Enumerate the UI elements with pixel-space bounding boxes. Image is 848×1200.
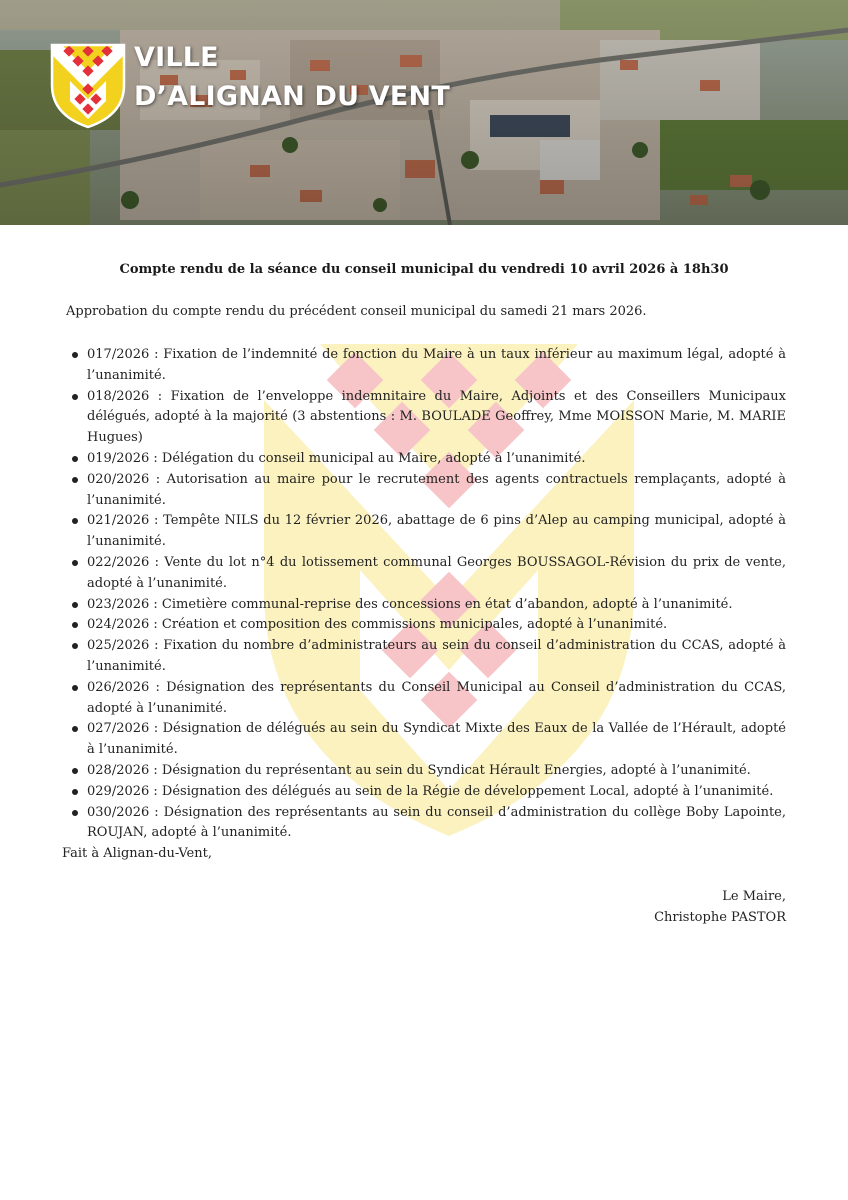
list-item: 020/2026 : Autorisation au maire pour le recrutement des agents contractuels remplaçants, adopté à l’unanimité. <box>62 470 786 512</box>
list-item: 025/2026 : Fixation du nombre d’administrateurs au sein du conseil d’administration du CCAS, adopté à l’unanimité. <box>62 636 786 678</box>
signature-block <box>654 886 786 928</box>
document-title: Compte rendu de la séance du conseil municipal du vendredi 10 avril 2026 à 18h30 <box>119 262 729 277</box>
list-item: 017/2026 : Fixation de l’indemnité de fonction du Maire à un taux inférieur au maximum légal, adopté à l’unanimité. <box>62 345 786 387</box>
list-item: 030/2026 : Désignation des représentants au sein du conseil d’administration du collège Boby Lapointe, ROUJAN, adopté à l’unanimité. <box>62 803 786 845</box>
signature-name: Christophe PASTOR <box>654 910 786 925</box>
list-item: 021/2026 : Tempête NILS du 12 février 2026, abattage de 6 pins d’Alep au camping municipal, adopté à l’unanimité. <box>62 511 786 553</box>
list-item: 027/2026 : Désignation de délégués au sein du Syndicat Mixte des Eaux de la Vallée de l’Hérault, adopté à l’unanimité. <box>62 719 786 761</box>
list-item: 022/2026 : Vente du lot n°4 du lotissement communal Georges BOUSSAGOL-Révision du prix de vente, adopté à l’unanimité. <box>62 553 786 595</box>
list-item: 024/2026 : Création et composition des commissions municipales, adopté à l’unanimité. <box>62 615 786 636</box>
list-item: 029/2026 : Désignation des délégués au sein de la Régie de développement Local, adopté à l’unanimité. <box>62 782 786 803</box>
approval-statement: Approbation du compte rendu du précédent conseil municipal du samedi 21 mars 2026. <box>66 304 647 319</box>
city-name-line1: VILLE <box>134 42 219 73</box>
signature-role: Le Maire, <box>722 889 786 904</box>
list-item: 026/2026 : Désignation des représentants du Conseil Municipal au Conseil d’administration du CCAS, adopté à l’unanimité. <box>62 678 786 720</box>
deliberation-list <box>62 345 786 844</box>
list-item: 018/2026 : Fixation de l’enveloppe indemnitaire du Maire, Adjoints et des Conseillers Municipaux délégués, adopté à la majorité (3 abstentions : M. BOULADE Geoffrey, Mme MOISSON Marie, M. MARIE Hugues) <box>62 387 786 449</box>
place-of-signature: Fait à Alignan-du-Vent, <box>62 846 212 861</box>
list-item: 019/2026 : Délégation du conseil municipal au Maire, adopté à l’unanimité. <box>62 449 786 470</box>
city-name-line2: D’ALIGNAN DU VENT <box>134 81 450 112</box>
list-item: 028/2026 : Désignation du représentant au sein du Syndicat Hérault Energies, adopté à l’unanimité. <box>62 761 786 782</box>
list-item: 023/2026 : Cimetière communal-reprise des concessions en état d’abandon, adopté à l’unanimité. <box>62 595 786 616</box>
